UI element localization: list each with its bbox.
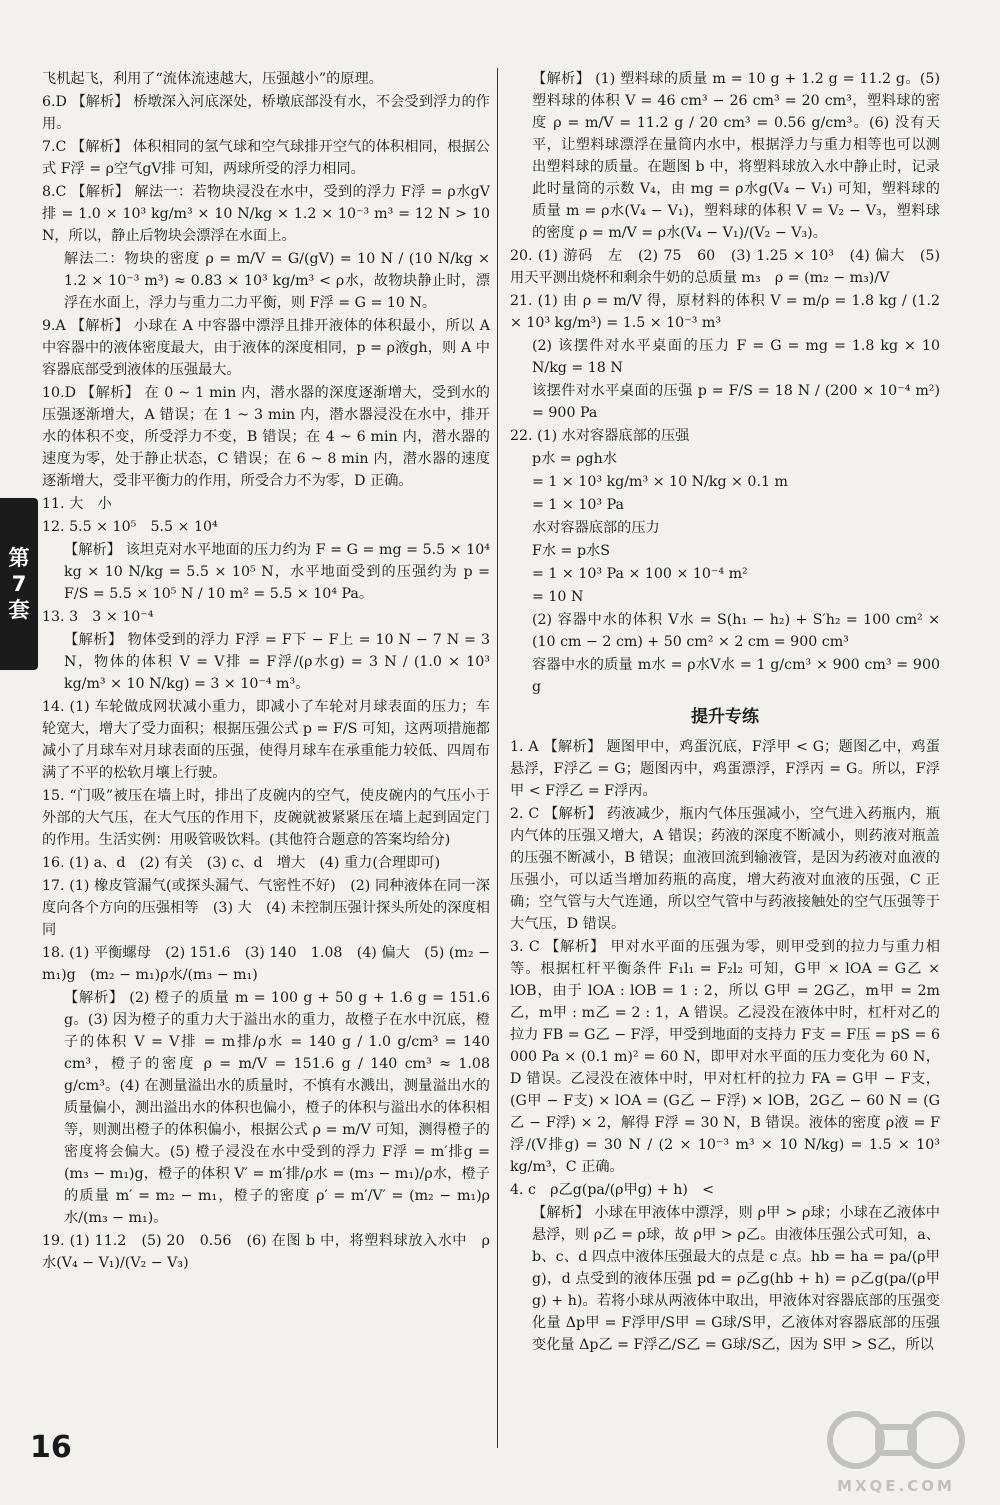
right-para: 3. C 【解析】 甲对水平面的压强为零，则甲受到的拉力与重力相等。根据杠杆平衡条件 F₁l₁ = F₂l₂ 可知，G甲 × lOA = G乙 × lOB，由于 lOA : lOB = 1 : 2，所以 G甲 = 2G乙，m甲 = 2m乙，m甲 : m乙 = 2 : 1，A 错误。乙浸没在液体中时，杠杆对乙的拉力 FB = G乙 − F浮，甲受到地面的支持力 F支 = F压 = pS = 6 000 Pa × (0.1 m)² = 60 N，即甲对水平面的压力变化为 60 N，D 错误。乙浸没在液体中时，甲对杠杆的拉力 FA = G甲 − F支，(G甲 − F支) × lOA = (G乙 − F浮) × lOB，2G乙 − 60 N = (G乙 − F浮) × 2，解得 F浮 = 30 N，B 错误。液体的密度 ρ液 = F浮/(V排g) = 30 N / (2 × 10⁻³ m³ × 10 N/kg) = 1.5 × 10³ kg/m³，C 正确。 [510,939,945,1175]
right-para: (2) 容器中水的体积 V水 = S(h₁ − h₂) + S′h₂ = 100 cm² × (10 cm − 2 cm) + 50 cm² × 2 cm = 900 cm³ [532,612,945,650]
right-para: = 1 × 10³ kg/m³ × 10 N/kg × 0.1 m [532,474,788,490]
right-para: F水 = p水S [532,543,610,559]
left-para: 飞机起飞，利用了“流体流速越大，压强越小”的原理。 [42,71,383,87]
right-para: p水 = ρgh水 [532,451,617,467]
right-para: 容器中水的质量 m水 = ρ水V水 = 1 g/cm³ × 900 cm³ = 900 g [532,657,945,695]
right-para: 21. (1) 由 ρ = m/V 得，原材料的体积 V = m/ρ = 1.8 kg / (1.2 × 10³ kg/m³) = 1.5 × 10⁻³ m³ [510,293,945,331]
left-para: 11. 大 小 [42,496,112,512]
right-para: 2. C 【解析】 药液减少，瓶内气体压强减小，空气进入药瓶内，瓶内气体的压强又增大，A 错误；药液的深度不断减小，则药液对瓶盖的压强不断减小，B 错误；血液回流到输液管，是因为药液对血液的压强小，可以适当增加药瓶的高度，增大药液对血液的压强，C 正确；空气管与大气连通，所以空气管中与药液接触处的空气压强等于大气压，D 错误。 [510,806,940,932]
section-title: 提升专练 [691,707,759,727]
left-para: 【解析】 (2) 橙子的质量 m = 100 g + 50 g + 1.6 g = 151.6 g。(3) 因为橙子的重力大于溢出水的重力，故橙子在水中沉底，橙子的体积 V = V排 = m排/ρ水 = 140 g / 1.0 g/cm³ = 140 cm³，橙子的密度 ρ = m/V = 151.6 g / 140 cm³ ≈ 1.08 g/cm³。(4) 在测量溢出水的质量时，不慎有水溅出，测量溢出水的质量偏小，测出溢出水的体积也偏小，橙子的体积与溢出水的体积相等，则测出橙子的体积偏小，根据公式 ρ = m/V 可知，测得橙子的密度将会偏大。(5) 橙子浸没在水中受到的浮力 F浮 = m′排g = (m₃ − m₁)g，橙子的体积 V′ = m′排/ρ水 = (m₃ − m₁)/ρ水，橙子的质量 m′ = m₂ − m₁，橙子的密度 ρ′ = m′/V′ = (m₂ − m₁)ρ水/(m₃ − m₁)。 [64,990,495,1226]
left-para: 15. “门吸”被压在墙上时，排出了皮碗内的空气，使皮碗内的气压小于外部的大气压，在大气压的作用下，皮碗就被紧紧压在墙上起到固定门的作用。生活实例：用吸管吸饮料。(其他符合题意的答案均给分) [42,788,490,848]
set-number-tab [0,498,38,670]
right-para: 【解析】 小球在甲液体中漂浮，则 ρ甲 > ρ球；小球在乙液体中悬浮，则 ρ乙 = ρ球，故 ρ甲 > ρ乙。由液体压强公式可知，a、b、c、d 四点中液体压强最大的点是 c 点。hb = ha = pa/(ρ甲g)，d 点受到的液体压强 pd = ρ乙g(hb + h) = ρ乙g(pa/(ρ甲g) + h)。若将小球从两液体中取出，甲液体对容器底部的压强变化量 Δp甲 = F浮甲/S甲 = G球/S甲，乙液体对容器底部的压强变化量 Δp乙 = F浮乙/S乙 = G球/S乙，因为 S甲 > S乙，所以 [532,1205,940,1353]
right-para: = 1 × 10³ Pa [532,497,624,513]
right-para: 1. A 【解析】 题图甲中，鸡蛋沉底，F浮甲 < G；题图乙中，鸡蛋悬浮，F浮乙 = G；题图丙中，鸡蛋漂浮，F浮丙 = G。所以，F浮甲 < F浮乙 = F浮丙。 [510,739,940,799]
left-para: 16. (1) a、d (2) 有关 (3) c、d 增大 (4) 重力(合理即可) [42,855,441,871]
left-para: 9.A 【解析】 小球在 A 中容器中漂浮且排开液体的体积最小，所以 A 中容器中的液体密度最大，由于液体的深度相同，p = ρ液gh，则 A 中容器底部受到液体的压强最大。 [42,318,495,378]
left-para: 【解析】 物体受到的浮力 F浮 = F下 − F上 = 10 N − 7 N = 3 N，物体的体积 V = V排 = F浮/(ρ水g) = 3 N / (1.0 × 10³ kg/m³ × 10 N/kg) = 3 × 10⁻⁴ m³。 [64,632,495,692]
right-para: 20. (1) 游码 左 (2) 75 60 (3) 1.25 × 10³ (4) 偏大 (5) 用天平测出烧杯和剩余牛奶的总质量 m₃ ρ = (m₂ − m₃)/V [510,248,945,286]
left-para: 【解析】 该坦克对水平地面的压力约为 F = G = mg = 5.5 × 10⁴ kg × 10 N/kg = 5.5 × 10⁵ N，水平地面受到的压强约为 p = F/S = 5.5 × 10⁵ N / 10 m² = 5.5 × 10⁴ Pa。 [64,542,495,602]
right-para: 22. (1) 水对容器底部的压强 [510,428,690,444]
right-para: (2) 该摆件对水平桌面的压力 F = G = mg = 1.8 kg × 10 N/kg = 18 N [532,338,945,376]
left-para: 18. (1) 平衡螺母 (2) 151.6 (3) 140 1.08 (4) 偏大 (5) (m₂ − m₁)g (m₂ − m₁)ρ水/(m₃ − m₁) [42,945,495,983]
answer-circle-logo-icon [816,1407,976,1473]
page-number: 16 [30,1430,72,1465]
right-para: = 1 × 10³ Pa × 100 × 10⁻⁴ m² [532,566,748,582]
watermark-text: MXQE.COM [837,1477,955,1495]
left-para: 6.D 【解析】 桥墩深入河底深处，桥墩底部没有水，不会受到浮力的作用。 [42,94,490,132]
left-para: 14. (1) 车轮做成网状减小重力，即减小了车轮对月球表面的压力；车轮宽大，增大了受力面积；根据压强公式 p = F/S 可知，这两项措施都减小了月球车对月球表面的压强，使得月球车在承重能力较低、四周布满了不平的松软月壤上行驶。 [42,699,490,781]
right-column [510,68,945,1357]
side-tab-char: 套 [8,598,30,622]
left-column [42,68,495,1275]
right-para: = 10 N [532,589,584,605]
left-para: 解法二：物块的密度 ρ = m/V = G/(gV) = 10 N / (10 N/kg × 1.2 × 10⁻³ m³) ≈ 0.83 × 10³ kg/m³ < ρ水，故物块静止时，漂浮在水面上，浮力与重力二力平衡，则 F浮 = G = 10 N。 [64,251,495,311]
left-para: 13. 3 3 × 10⁻⁴ [42,609,154,625]
left-para: 7.C 【解析】 体积相同的氢气球和空气球排开空气的体积相同，根据公式 F浮 = ρ空气gV排 可知，两球所受的浮力相同。 [42,139,490,177]
left-para: 10.D 【解析】 在 0 ~ 1 min 内，潜水器的深度逐渐增大，受到水的压强逐渐增大，A 错误；在 1 ~ 3 min 内，潜水器浸没在水中，排开水的体积不变，所受浮力不变，B 错误；在 4 ~ 6 min 内，潜水器的速度为零，处于静止状态，C 错误；在 6 ~ 8 min 内，潜水器的速度逐渐增大，受非平衡力的作用，所受合力不为零，D 正确。 [42,385,490,489]
right-para: 4. c ρ乙g(pa/(ρ甲g) + h) < [510,1182,714,1198]
side-tab-char: 第 [8,546,30,570]
right-para: 【解析】 (1) 塑料球的质量 m = 10 g + 1.2 g = 11.2 g。(5) 塑料球的体积 V = 46 cm³ − 26 cm³ = 20 cm³，塑料球的密度 ρ = m/V = 11.2 g / 20 cm³ = 0.56 g/cm³。(6) 没有天平，让塑料球漂浮在量筒内水中，根据浮力与重力相等也可以测出塑料球的质量。在题图 b 中，将塑料球放入水中静止时，记录此时量筒的示数 V₄，由 mg = ρ水g(V₄ − V₁) 可知，塑料球的质量 m = ρ水(V₄ − V₁)，塑料球的体积 V = V₂ − V₃，塑料球的密度 ρ = m/V = ρ水(V₄ − V₁)/(V₂ − V₃)。 [532,71,945,241]
left-para: 19. (1) 11.2 (5) 20 0.56 (6) 在图 b 中，将塑料球放入水中 ρ水(V₄ − V₁)/(V₂ − V₃) [42,1233,490,1271]
column-divider [497,68,498,1448]
left-para: 8.C 【解析】 解法一：若物块浸没在水中，受到的浮力 F浮 = ρ水gV排 = 1.0 × 10³ kg/m³ × 10 N/kg × 1.2 × 10⁻³ m³ = 12 N > 10 N，所以，静止后物块会漂浮在水面上。 [42,184,495,244]
left-para: 12. 5.5 × 10⁵ 5.5 × 10⁴ [42,519,218,535]
side-tab-char: 7 [11,572,27,596]
left-para: 17. (1) 橡皮管漏气(或探头漏气、气密性不好) (2) 同种液体在同一深度向各个方向的压强相等 (3) 大 (4) 未控制压强计探头所处的深度相同 [42,878,490,938]
right-para: 该摆件对水平桌面的压强 p = F/S = 18 N / (200 × 10⁻⁴ m²) = 900 Pa [532,383,945,421]
right-para: 水对容器底部的压力 [532,520,660,536]
watermark [808,1407,984,1495]
